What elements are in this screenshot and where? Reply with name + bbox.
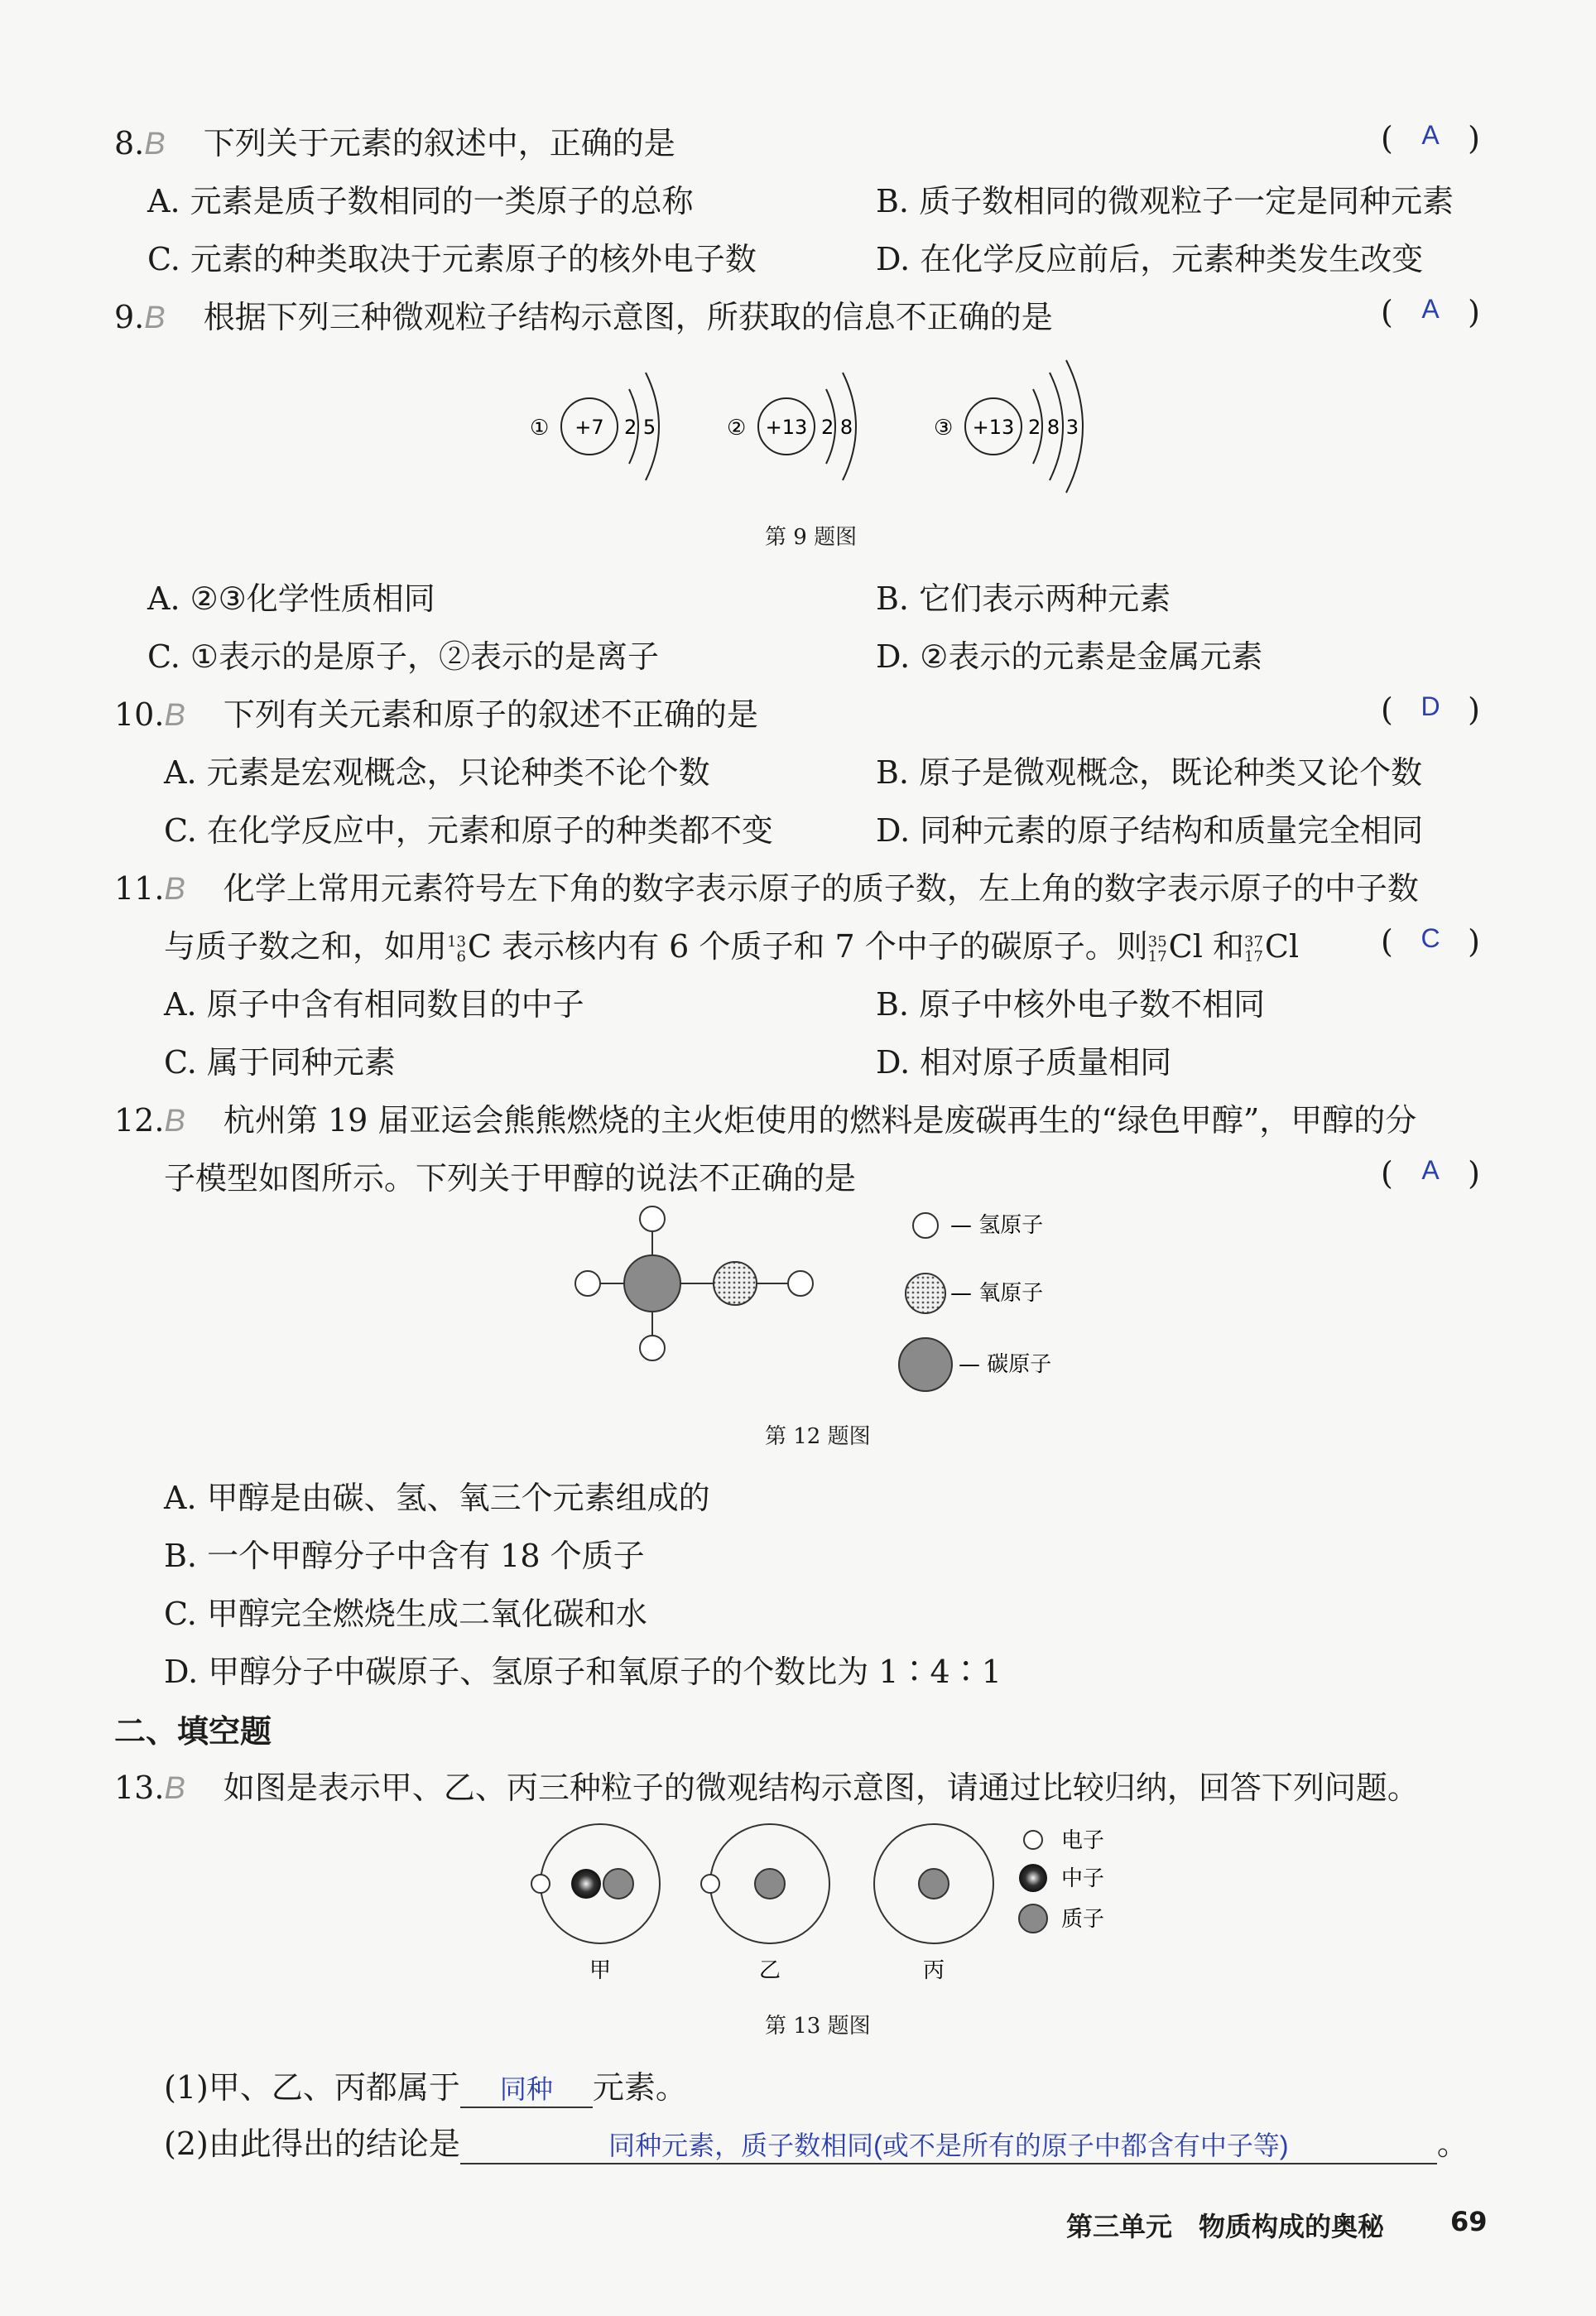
particle-label: ①	[530, 416, 550, 441]
question-number: 10.	[114, 696, 165, 733]
electron	[531, 1875, 550, 1893]
answer-mark: C	[1421, 923, 1440, 953]
particle-label: 甲	[589, 1958, 612, 1983]
legend-neutron-label: 中子	[1061, 1866, 1105, 1891]
difficulty-level: B	[144, 301, 166, 335]
legend-hydrogen-swatch	[913, 1213, 938, 1238]
answer-blank	[460, 2125, 1437, 2164]
question-stem: 化学上常用元素符号左下角的数字表示原子的质子数，左上角的数字表示原子的中子数	[223, 870, 1419, 907]
hydrogen-atom	[640, 1206, 665, 1231]
figure-caption: 第 9 题图	[765, 525, 858, 550]
question-number: 9.	[114, 299, 145, 335]
answer-bracket: ( A )	[1381, 120, 1480, 156]
handwritten-answer: 同种	[499, 2074, 553, 2104]
carbon-atom	[624, 1255, 680, 1312]
option-c: C. 在化学反应中，元素和原子的种类都不变	[164, 812, 773, 849]
sub-question-text: 元素。	[592, 2069, 687, 2106]
particle-2-diagram	[727, 373, 856, 480]
legend-electron-swatch	[1024, 1831, 1042, 1849]
option-b: B. 它们表示两种元素	[876, 580, 1171, 617]
hydrogen-atom	[640, 1336, 665, 1360]
option-b: B. 一个甲醇分子中含有 18 个质子	[164, 1538, 645, 1574]
sub-question-text: 。	[1436, 2126, 1469, 2162]
legend-oxygen-swatch	[906, 1274, 945, 1313]
question-stem: 下列有关元素和原子的叙述不正确的是	[223, 696, 758, 733]
option-d: D. 相对原子质量相同	[876, 1044, 1172, 1081]
option-d: D. 在化学反应前后，元素种类发生改变	[876, 241, 1424, 277]
q13-sub1	[164, 2062, 687, 2108]
option-a: A. 元素是宏观概念，只论种类不论个数	[164, 754, 710, 791]
q13-sub2	[164, 2118, 1469, 2164]
oxygen-atom	[714, 1262, 757, 1305]
option-b: B. 质子数相同的微观粒子一定是同种元素	[876, 183, 1454, 219]
mass-number: 37	[1244, 932, 1263, 951]
legend-hydrogen-label: — 氢原子	[950, 1213, 1044, 1238]
option-b: B. 原子是微观概念，既论种类又论个数	[876, 754, 1423, 791]
handwritten-answer: 同种元素，质子数相同(或不是所有的原子中都含有中子等)	[608, 2131, 1289, 2160]
element-symbol: C	[467, 928, 492, 965]
q11-stem-line-1	[114, 863, 1419, 908]
q13-stem-line	[114, 1762, 1419, 1808]
option-c: C. 元素的种类取决于元素原子的核外电子数	[147, 241, 757, 277]
question-stem: 根据下列三种微观粒子结构示意图，所获取的信息不正确的是	[203, 299, 1053, 335]
option-d: D. 甲醇分子中碳原子、氢原子和氧原子的个数比为 1∶4∶1	[164, 1654, 1002, 1690]
answer-bracket: ( A )	[1381, 1155, 1480, 1192]
legend-proton-label: 质子	[1061, 1907, 1105, 1932]
answer-mark: A	[1421, 120, 1440, 150]
atomic-number: 6	[456, 947, 466, 965]
section-heading: 二、填空题	[114, 1713, 272, 1750]
option-c: C. 属于同种元素	[164, 1044, 396, 1081]
figure-caption: 第 13 题图	[765, 2014, 871, 2039]
figure-caption: 第 12 题图	[765, 1424, 871, 1449]
particle-bing-diagram	[874, 1824, 993, 1983]
q12-stem-line-2: 子模型如图所示。下列关于甲醇的说法不正确的是	[164, 1160, 857, 1197]
answer-mark: A	[1421, 294, 1440, 324]
difficulty-level: B	[164, 698, 185, 733]
stem-text: 表示核内有 6 个质子和 7 个中子的碳原子。则	[492, 928, 1148, 965]
option-d: D. ②表示的元素是金属元素	[876, 638, 1263, 675]
option-b: B. 原子中核外电子数不相同	[876, 986, 1266, 1023]
atomic-number: 17	[1244, 947, 1263, 965]
isotope-structure-figure	[522, 1813, 1118, 1996]
difficulty-level: B	[164, 1104, 185, 1139]
answer-blank	[460, 2068, 593, 2108]
question-stem: 杭州第 19 届亚运会熊熊燃烧的主火炬使用的燃料是废碳再生的“绿色甲醇”，甲醇的分	[223, 1102, 1417, 1139]
shell-electron-counts: 2 5	[624, 416, 656, 439]
mass-number: 35	[1147, 932, 1167, 951]
difficulty-level: B	[144, 127, 166, 161]
q10-stem-line	[114, 689, 758, 734]
nucleus-charge: +7	[574, 416, 604, 439]
legend-carbon-swatch	[899, 1338, 952, 1391]
methanol-model-figure	[563, 1201, 1093, 1416]
answer-mark: D	[1421, 691, 1440, 721]
proton	[919, 1869, 949, 1899]
legend-neutron-swatch	[1019, 1864, 1047, 1892]
legend-electron-label: 电子	[1061, 1828, 1105, 1853]
q8-stem-line	[114, 118, 675, 163]
particle-label: 乙	[758, 1958, 781, 1983]
particle-jia-diagram	[531, 1824, 660, 1983]
option-a: A. ②③化学性质相同	[147, 580, 435, 617]
question-stem: 下列关于元素的叙述中，正确的是	[203, 125, 675, 161]
legend-oxygen-label: — 氧原子	[950, 1281, 1044, 1306]
particle-3-diagram	[934, 360, 1083, 493]
stem-text: 与质子数之和，如用	[164, 928, 448, 965]
legend-carbon-label: — 碳原子	[959, 1352, 1052, 1377]
answer-mark: A	[1421, 1155, 1440, 1185]
option-a: A. 原子中含有相同数目的中子	[164, 986, 584, 1023]
legend-proton-swatch	[1019, 1904, 1047, 1933]
isotope-indices	[447, 932, 466, 965]
q11-stem-line-2	[164, 921, 1299, 966]
difficulty-level: B	[164, 872, 185, 907]
particle-label: ③	[934, 416, 954, 441]
hydrogen-atom	[788, 1271, 813, 1296]
element-symbol: Cl	[1168, 928, 1203, 965]
option-a: A. 甲醇是由碳、氢、氧三个元素组成的	[164, 1480, 710, 1516]
isotope-indices	[1147, 932, 1167, 965]
q12-stem-line-1	[114, 1095, 1416, 1140]
atomic-number: 17	[1147, 947, 1167, 965]
answer-bracket: ( C )	[1381, 923, 1480, 960]
nucleus-charge: +13	[765, 416, 808, 439]
mass-number: 13	[447, 932, 466, 951]
hydrogen-atom	[575, 1271, 600, 1296]
shell-electron-counts: 2 8 3	[1028, 416, 1079, 439]
sub-question-text: (2)由此得出的结论是	[164, 2126, 460, 2162]
electron	[701, 1875, 719, 1893]
proton	[755, 1869, 785, 1899]
question-stem: 如图是表示甲、乙、丙三种粒子的微观结构示意图，请通过比较归纳，回答下列问题。	[223, 1770, 1419, 1806]
particle-yi-diagram	[701, 1824, 829, 1983]
q9-stem-line	[114, 291, 1053, 337]
answer-bracket: ( D )	[1381, 691, 1480, 728]
question-number: 12.	[114, 1102, 165, 1139]
question-number: 13.	[114, 1770, 165, 1806]
answer-bracket: ( A )	[1381, 294, 1480, 330]
question-number: 11.	[114, 870, 165, 907]
question-number: 8.	[114, 125, 145, 161]
isotope-indices	[1244, 932, 1263, 965]
atomic-structure-diagrams	[513, 356, 1109, 505]
option-d: D. 同种元素的原子结构和质量完全相同	[876, 812, 1424, 849]
proton	[603, 1869, 633, 1899]
nucleus-charge: +13	[972, 416, 1015, 439]
particle-label: ②	[727, 416, 747, 441]
footer-unit-title: 第三单元 物质构成的奥秘	[1066, 2211, 1385, 2242]
option-c: C. ①表示的是原子，②表示的是离子	[147, 638, 659, 675]
option-a: A. 元素是质子数相同的一类原子的总称	[147, 183, 694, 219]
sub-question-text: (1)甲、乙、丙都属于	[164, 2069, 460, 2106]
element-symbol: Cl	[1264, 928, 1300, 965]
neutron	[571, 1869, 601, 1899]
shell-electron-counts: 2 8	[821, 416, 853, 439]
particle-label: 丙	[922, 1958, 945, 1983]
stem-text: 和	[1202, 928, 1244, 965]
difficulty-level: B	[164, 1771, 185, 1806]
page-number: 69	[1450, 2206, 1488, 2237]
particle-1-diagram	[530, 373, 659, 480]
option-c: C. 甲醇完全燃烧生成二氧化碳和水	[164, 1596, 647, 1632]
